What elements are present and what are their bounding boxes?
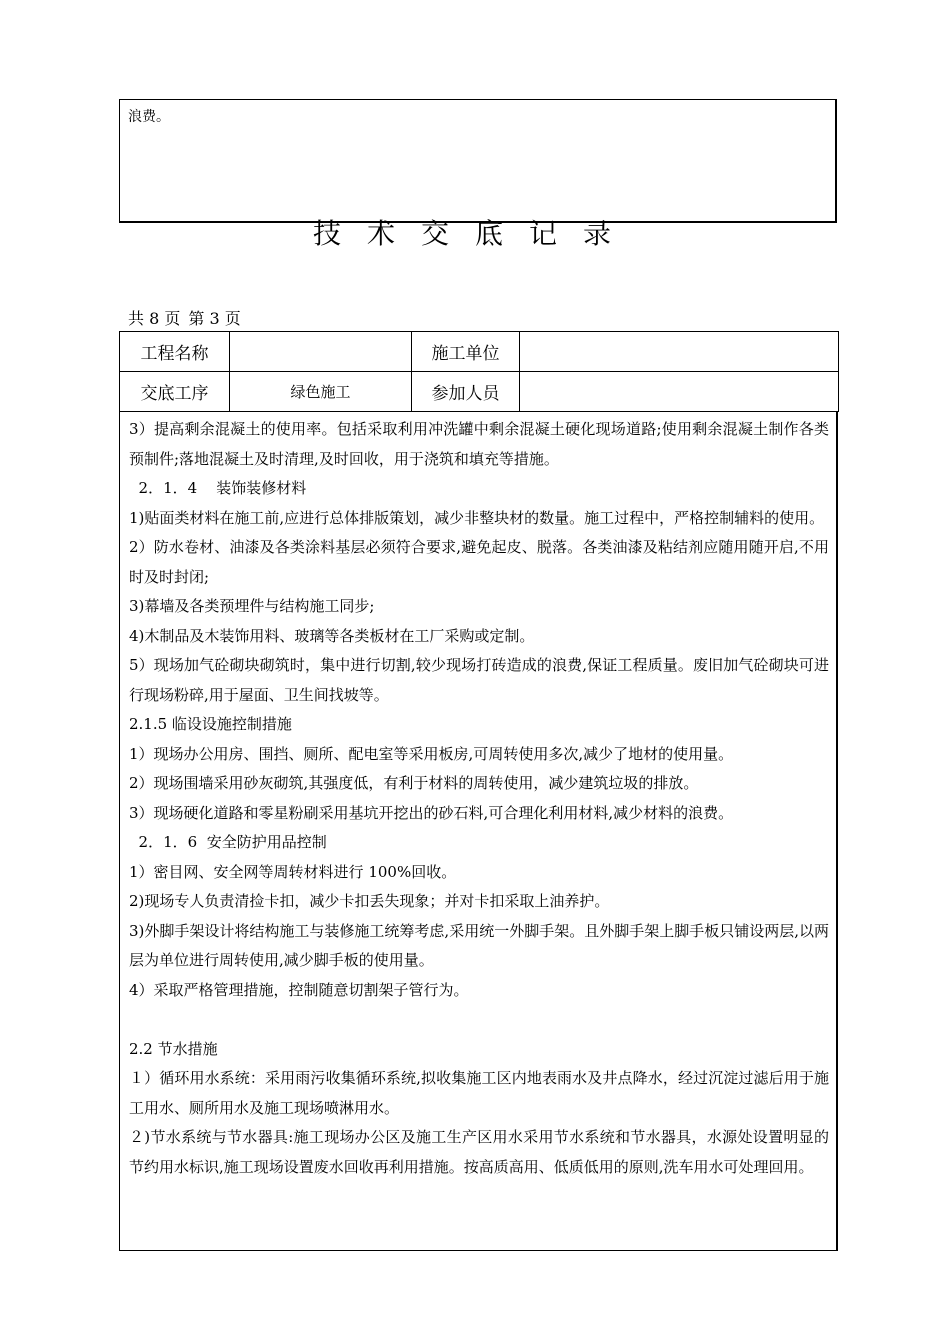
- content-paragraph: 2)现场专人负责清捡卡扣，减少卡扣丢失现象；并对卡扣采取上油养护。: [129, 892, 610, 910]
- content-paragraph: 5）现场加气砼砌块砌筑时，集中进行切割,较少现场打砖造成的浪费,保证工程质量。废旧加气砼砌块可进行现场粉碎,用于屋面、卫生间找坡等。: [129, 656, 829, 704]
- previous-page-text: 浪费。: [128, 109, 170, 125]
- content-paragraph: 3）提高剩余混凝土的使用率。包括采取利用冲洗罐中剩余混凝土硬化现场道路;使用剩余混凝土制作各类预制件;落地混凝土及时清理,及时回收，用于浇筑和填充等措施。: [129, 420, 829, 468]
- procedure-label: 交底工序: [120, 372, 230, 412]
- participants-value: [520, 372, 839, 412]
- content-paragraph: 4)木制品及木装饰用料、玻璃等各类板材在工厂采购或定制。: [129, 626, 535, 645]
- project-name-label: 工程名称: [120, 332, 230, 372]
- constructor-label: 施工单位: [412, 332, 520, 372]
- header-table: [119, 331, 839, 412]
- constructor-value: [520, 332, 839, 372]
- section-heading: 2．1．6 安全防护用品控制: [129, 833, 327, 851]
- page-current: 第 3 页: [188, 309, 241, 328]
- content-paragraph: 2）防水卷材、油漆及各类涂料基层必须符合要求,避免起皮、脱落。各类油漆及粘结剂应随用随开启,不用时及时封闭;: [129, 538, 829, 586]
- header-row-1: [120, 332, 839, 372]
- participants-label: 参加人员: [412, 372, 520, 412]
- procedure-value: 绿色施工: [230, 372, 412, 412]
- project-name-value: [230, 332, 412, 372]
- page-total: 共 8 页: [128, 309, 181, 328]
- header-row-2: [120, 372, 839, 412]
- content-paragraph: 4）采取严格管理措施，控制随意切割架子管行为。: [129, 980, 469, 999]
- content-paragraph: 3）现场硬化道路和零星粉刷采用基坑开挖出的砂石料,可合理化利用材料,减少材料的浪费。: [129, 803, 734, 822]
- blank-line: [129, 1005, 829, 1035]
- content-paragraph: １）循环用水系统：采用雨污收集循环系统,拟收集施工区内地表雨水及井点降水，经过沉淀过滤后用于施工用水、厕所用水及施工现场喷淋用水。: [129, 1069, 829, 1117]
- content-paragraph: 1）现场办公用房、围挡、厕所、配电室等采用板房,可周转使用多次,减少了地材的使用量。: [129, 744, 734, 763]
- content-paragraph: ２)节水系统与节水器具:施工现场办公区及施工生产区用水采用节水系统和节水器具，水源处设置明显的节约用水标识,施工现场设置废水回收再利用措施。按高质高用、低质低用的原则,洗车用水可处理回用。: [129, 1128, 829, 1176]
- section-heading: 2.1.5 临设设施控制措施: [129, 715, 292, 733]
- content-paragraph: 1）密目网、安全网等周转材料进行 100%回收。: [129, 862, 457, 881]
- content-paragraph: 1)贴面类材料在施工前,应进行总体排版策划，减少非整块材的数量。施工过程中，严格控制辅料的使用。: [129, 508, 825, 527]
- document-title: 技术交底记录: [312, 217, 637, 250]
- content-paragraph: 3)幕墙及各类预埋件与结构施工同步;: [129, 597, 375, 615]
- content-body: [129, 415, 829, 1182]
- previous-page-box: [119, 99, 837, 223]
- page-info: [128, 306, 249, 329]
- content-box: [119, 411, 838, 1251]
- section-heading: 2.2 节水措施: [129, 1039, 218, 1058]
- content-paragraph: 2）现场围墙采用砂灰砌筑,其强度低，有利于材料的周转使用，减少建筑垃圾的排放。: [129, 774, 699, 792]
- section-heading: 2．1．4 装饰装修材料: [129, 479, 307, 497]
- content-paragraph: 3)外脚手架设计将结构施工与装修施工统筹考虑,采用统一外脚手架。且外脚手架上脚手板只铺设两层,以两层为单位进行周转使用,减少脚手板的使用量。: [129, 921, 829, 969]
